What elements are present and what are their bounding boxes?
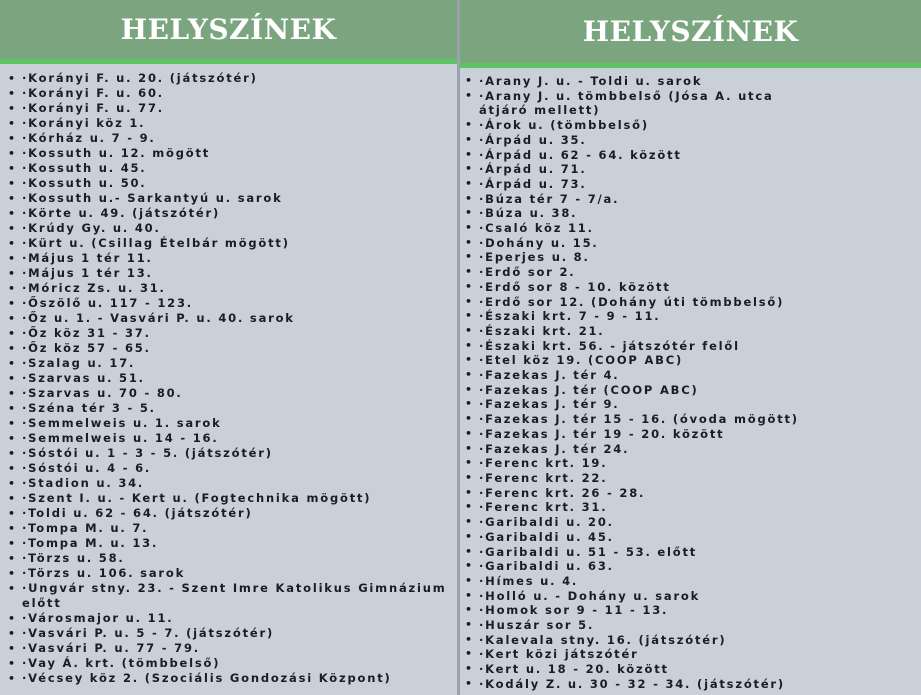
location-item: • ·Árpád u. 35. bbox=[465, 133, 921, 148]
location-item: • ·Korányi F. u. 20. (játszótér) bbox=[8, 71, 457, 86]
location-item: • ·Árpád u. 71. bbox=[465, 162, 921, 177]
right-title: HELYSZÍNEK bbox=[582, 14, 799, 48]
location-item: • ·Erdő sor 8 - 10. között bbox=[465, 280, 921, 295]
location-item: • ·Garibaldi u. 51 - 53. előtt bbox=[465, 545, 921, 560]
location-item: • ·Huszár sor 5. bbox=[465, 618, 921, 633]
location-item: • ·Május 1 tér 13. bbox=[8, 266, 457, 281]
location-item: • ·Garibaldi u. 20. bbox=[465, 515, 921, 530]
location-item: • ·Fazekas J. tér (COOP ABC) bbox=[465, 383, 921, 398]
location-item: • ·Krúdy Gy. u. 40. bbox=[8, 221, 457, 236]
location-item: • ·Törzs u. 58. bbox=[8, 551, 457, 566]
location-item: • ·Csaló köz 11. bbox=[465, 221, 921, 236]
location-item: • ·Sóstói u. 1 - 3 - 5. (játszótér) bbox=[8, 446, 457, 461]
location-item: • ·Fazekas J. tér 15 - 16. (óvoda mögött) bbox=[465, 412, 921, 427]
location-item: • ·Korányi köz 1. bbox=[8, 116, 457, 131]
right-header bbox=[460, 0, 921, 68]
location-item: • ·Fazekas J. tér 4. bbox=[465, 368, 921, 383]
location-item: • ·Őz u. 1. - Vasvári P. u. 40. sarok bbox=[8, 311, 457, 326]
location-item: • ·Sóstói u. 4 - 6. bbox=[8, 461, 457, 476]
location-item: • ·Szent I. u. - Kert u. (Fogtechnika mögött) bbox=[8, 491, 457, 506]
location-item: • ·Kürt u. (Csillag Ételbár mögött) bbox=[8, 236, 457, 251]
location-item: • ·Kossuth u. 12. mögött bbox=[8, 146, 457, 161]
location-item: • ·Fazekas J. tér 24. bbox=[465, 442, 921, 457]
location-item: • ·Toldi u. 62 - 64. (játszótér) bbox=[8, 506, 457, 521]
location-item: • ·Garibaldi u. 45. bbox=[465, 530, 921, 545]
right-location-list bbox=[460, 74, 921, 692]
left-panel bbox=[0, 0, 457, 695]
location-item: • ·Törzs u. 106. sarok bbox=[8, 566, 457, 581]
location-item: • ·Széna tér 3 - 5. bbox=[8, 401, 457, 416]
location-item: • ·Dohány u. 15. bbox=[465, 236, 921, 251]
location-item: • ·Homok sor 9 - 11 - 13. bbox=[465, 603, 921, 618]
left-title: HELYSZÍNEK bbox=[120, 12, 337, 46]
right-header-stripe bbox=[460, 63, 921, 68]
location-item: • ·Kert u. 18 - 20. között bbox=[465, 662, 921, 677]
location-item: • ·Vécsey köz 2. (Szociális Gondozási Központ) bbox=[8, 671, 457, 686]
location-item: • ·Semmelweis u. 14 - 16. bbox=[8, 431, 457, 446]
location-item: • ·Stadion u. 34. bbox=[8, 476, 457, 491]
location-item: • ·Móricz Zs. u. 31. bbox=[8, 281, 457, 296]
location-item: • ·Arany J. u. tömbbelső (Jósa A. utca átjáró mellett) bbox=[465, 89, 819, 118]
location-item: • ·Kossuth u. 50. bbox=[8, 176, 457, 191]
location-item: • ·Árok u. (tömbbelső) bbox=[465, 118, 921, 133]
location-item: • ·Eperjes u. 8. bbox=[465, 250, 921, 265]
location-item: • ·Városmajor u. 11. bbox=[8, 611, 457, 626]
location-item: • ·Búza u. 38. bbox=[465, 206, 921, 221]
location-item: • ·Tompa M. u. 13. bbox=[8, 536, 457, 551]
location-item: • ·Fazekas J. tér 9. bbox=[465, 397, 921, 412]
location-item: • ·Árpád u. 73. bbox=[465, 177, 921, 192]
location-item: • ·Vasvári P. u. 5 - 7. (játszótér) bbox=[8, 626, 457, 641]
location-item: • ·Kossuth u.- Sarkantyú u. sarok bbox=[8, 191, 457, 206]
location-item: • ·Körte u. 49. (játszótér) bbox=[8, 206, 457, 221]
left-header bbox=[0, 0, 457, 64]
location-item: • ·Tompa M. u. 7. bbox=[8, 521, 457, 536]
location-item: • ·Szalag u. 17. bbox=[8, 356, 457, 371]
location-item: • ·Ungvár stny. 23. - Szent Imre Katolikus Gimnázium előtt bbox=[8, 581, 447, 611]
location-item: • ·Ferenc krt. 19. bbox=[465, 456, 921, 471]
location-item: • ·Kodály Z. u. 30 - 32 - 34. (játszótér) bbox=[465, 677, 921, 692]
location-item: • ·Május 1 tér 11. bbox=[8, 251, 457, 266]
location-item: • ·Őszölő u. 117 - 123. bbox=[8, 296, 457, 311]
left-location-list bbox=[0, 71, 457, 686]
location-item: • ·Holló u. - Dohány u. sarok bbox=[465, 589, 921, 604]
location-item: • ·Kossuth u. 45. bbox=[8, 161, 457, 176]
location-item: • ·Kert közi játszótér bbox=[465, 647, 921, 662]
location-item: • ·Erdő sor 2. bbox=[465, 265, 921, 280]
location-item: • ·Korányi F. u. 60. bbox=[8, 86, 457, 101]
location-item: • ·Hímes u. 4. bbox=[465, 574, 921, 589]
location-item: • ·Ferenc krt. 26 - 28. bbox=[465, 486, 921, 501]
location-item: • ·Vasvári P. u. 77 - 79. bbox=[8, 641, 457, 656]
location-item: • ·Északi krt. 56. - játszótér felől bbox=[465, 339, 921, 354]
location-item: • ·Korányi F. u. 77. bbox=[8, 101, 457, 116]
location-item: • ·Északi krt. 21. bbox=[465, 324, 921, 339]
location-item: • ·Szarvas u. 51. bbox=[8, 371, 457, 386]
location-item: • ·Kalevala stny. 16. (játszótér) bbox=[465, 633, 921, 648]
location-item: • ·Búza tér 7 - 7/a. bbox=[465, 192, 921, 207]
location-item: • ·Fazekas J. tér 19 - 20. között bbox=[465, 427, 921, 442]
location-item: • ·Semmelweis u. 1. sarok bbox=[8, 416, 457, 431]
location-item: • ·Északi krt. 7 - 9 - 11. bbox=[465, 309, 921, 324]
location-item: • ·Garibaldi u. 63. bbox=[465, 559, 921, 574]
right-panel bbox=[460, 0, 921, 695]
left-header-stripe bbox=[0, 59, 457, 64]
location-item: • ·Őz köz 31 - 37. bbox=[8, 326, 457, 341]
location-item: • ·Arany J. u. - Toldi u. sarok bbox=[465, 74, 921, 89]
location-item: • ·Etel köz 19. (COOP ABC) bbox=[465, 353, 921, 368]
location-item: • ·Őz köz 57 - 65. bbox=[8, 341, 457, 356]
location-item: • ·Kórház u. 7 - 9. bbox=[8, 131, 457, 146]
location-item: • ·Szarvas u. 70 - 80. bbox=[8, 386, 457, 401]
location-item: • ·Vay Á. krt. (tömbbelső) bbox=[8, 656, 457, 671]
location-item: • ·Erdő sor 12. (Dohány úti tömbbelső) bbox=[465, 295, 921, 310]
location-item: • ·Ferenc krt. 22. bbox=[465, 471, 921, 486]
location-item: • ·Árpád u. 62 - 64. között bbox=[465, 148, 921, 163]
location-item: • ·Ferenc krt. 31. bbox=[465, 500, 921, 515]
